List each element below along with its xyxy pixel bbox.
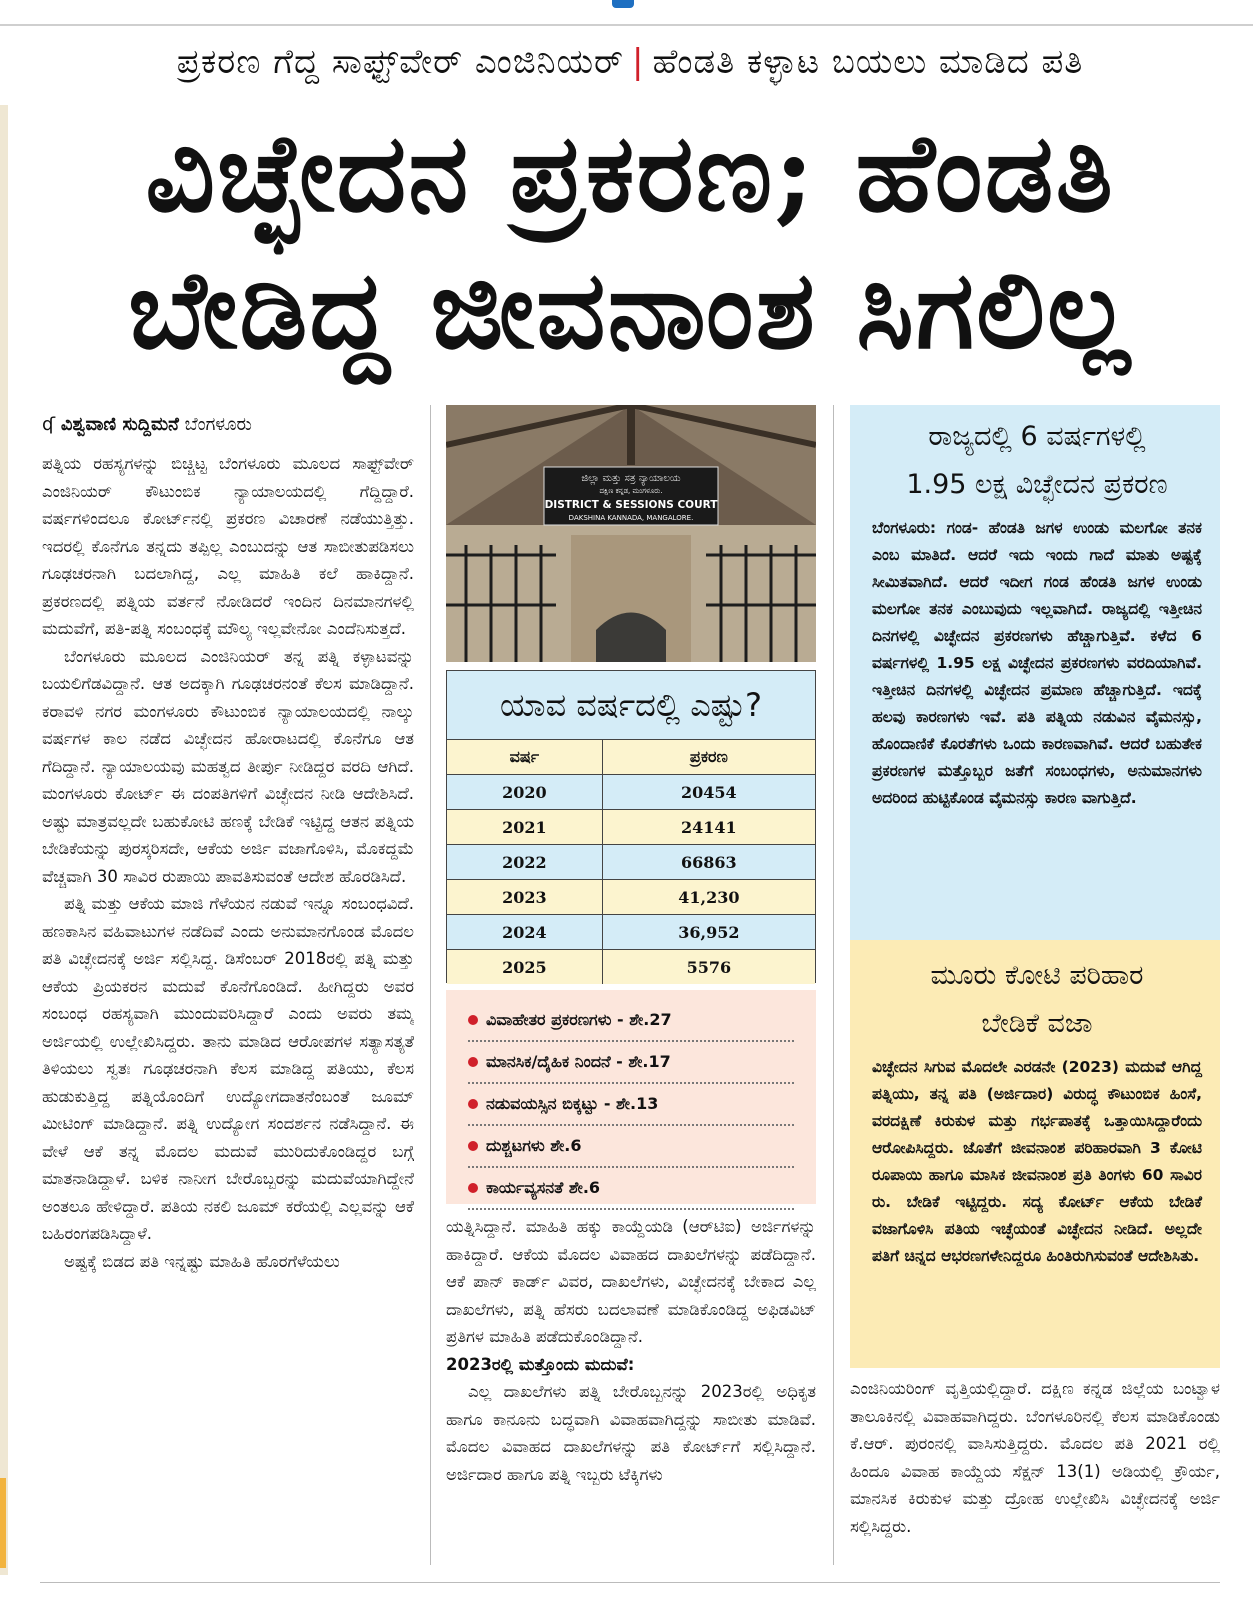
sidebar-box-body: ವಿಚ್ಛೇದನ ಸಿಗುವ ಮೊದಲೇ ಎರಡನೇ (2023) ಮದುವೆ ಆಗಿದ್ದ ಪತ್ನಿಯು, ತನ್ನ ಪತಿ (ಅರ್ಜಿದಾರ) ವಿರುದ್ಧ ಕೌಟುಂಬಿಕ ಹಿಂಸೆ, ವರದಕ್ಷಿಣೆ ಕಿರುಕುಳ ಮತ್ತು ಗರ್ಭಪಾತಕ್ಕೆ ಒತ್ತಾಯಿಸಿದ್ದಾರೆಂದು ಆರೋಪಿಸಿದ್ದರು. ಜೊತೆಗೆ ಜೀವನಾಂಶ ಪರಿಹಾರವಾಗಿ 3 ಕೋಟಿ ರೂಪಾಯಿ ಹಾಗೂ ಮಾಸಿಕ ಜೀವನಾಂಶ ಪ್ರತಿ ತಿಂಗಳು 60 ಸಾವಿರ ರು. ಬೇಡಿಕೆ ಇಟ್ಟಿದ್ದರು. ಸದ್ಯ ಕೋರ್ಟ್ ಆಕೆಯ ಬೇಡಿಕೆ ವಜಾಗೊಳಿಸಿ ಪತಿಯ ಇಚ್ಛೆಯಂತೆ ವಿಚ್ಛೇದನ ನೀಡಿದೆ. ಅಲ್ಲದೇ ಪತಿಗೆ ಚಿನ್ನದ ಆಭರಣಗಳೇನಿದ್ದರೂ ಹಿಂತಿರುಗಿಸುವಂತೆ ಆದೇಶಿಸಿತು. [872, 1058, 1202, 1265]
list-item: ನಡುವಯಸ್ಸಿನ ಬಿಕ್ಕಟ್ಟು - ಶೇ.13 [468, 1084, 794, 1126]
list-item: ಮಾನಸಿಕ/ದೈಹಿಕ ನಿಂದನೆ - ಶೇ.17 [468, 1042, 794, 1084]
list-item: ವಿವಾಹೇತರ ಪ್ರಕರಣಗಳು - ಶೇ.27 [468, 1000, 794, 1042]
article-column-middle [446, 1213, 816, 1563]
kicker-right: ಹೆಂಡತಿ ಕಳ್ಳಾಟ ಬಯಲು ಮಾಡಿದ ಪತಿ [652, 42, 1084, 82]
kicker-separator: | [632, 42, 645, 82]
court-photo [446, 405, 816, 662]
byline-place: ಬೆಂಗಳೂರು [184, 414, 252, 435]
table-header-row [447, 740, 815, 775]
article-column-right [850, 1375, 1220, 1565]
article-paragraph: ಅಷ್ಟಕ್ಕೆ ಬಿಡದ ಪತಿ ಇನ್ನಷ್ಟು ಮಾಹಿತಿ ಹೊರಗೆಳೆಯಲು [64, 1251, 340, 1271]
stats-sidebar-box [850, 405, 1220, 940]
year-cell: 2023 [447, 880, 602, 915]
article-paragraph: ಪತ್ನಿ ಮತ್ತು ಆಕೆಯ ಮಾಜಿ ಗೆಳೆಯನ ನಡುವೆ ಇನ್ನೂ ಸಂಬಂಧವಿದೆ. ಹಣಕಾಸಿನ ವಹಿವಾಟುಗಳ ನಡೆದಿವೆ ಎಂದು ಅನುಮಾನಗೊಂಡ ಮೊದಲ ಪತಿ ವಿಚ್ಛೇದನಕ್ಕೆ ಅರ್ಜಿ ಸಲ್ಲಿಸಿದ್ದ. ಡಿಸೆಂಬರ್ 2018ರಲ್ಲಿ ಪತ್ನಿ ಮತ್ತು ಆಕೆಯ ಪ್ರಿಯಕರನ ಮದುವೆ ಕೊನೆಗೊಂಡಿದೆ. ಹೀಗಿದ್ದರು ಅವರ ಸಂಬಂಧ ರಹಸ್ಯವಾಗಿ ಮುಂದುವರಿಸಿದ್ದಾರೆ ಎಂದು ಅವರು ತಮ್ಮ ಅರ್ಜಿಯಲ್ಲಿ ಉಲ್ಲೇಖಿಸಿದ್ದರು. ತಾನು ಮಾಡಿದ ಆರೋಪಗಳ ಸತ್ಯಾಸತ್ಯತೆ ತಿಳಿಯಲು ಸ್ವತಃ ಗೂಢಚರನಾಗಿ ಕೆಲಸ ಮಾಡಿದ್ದ ಪತಿಯು, ಕೆಲಸ ಹುಡುಕುತ್ತಿದ್ದ ಪತ್ನಿಯೊಂದಿಗೆ ಉದ್ಯೋಗದಾತನೆಂಬಂತೆ ಜೂಮ್ ಮೀಟಿಂಗ್ ಮಾಡಿದ್ದಾನೆ. ಪತ್ನಿ ಉದ್ಯೋಗ ಸಂದರ್ಶನ ನಡೆಸಿದ್ದಾನೆ. ಈ ವೇಳೆ ಆಕೆ ತನ್ನ ಮೊದಲ ಮದುವೆ ಮುರಿದುಕೊಂಡಿದ್ದರ ಬಗ್ಗೆ ಮಾತನಾಡಿದ್ದಾಳೆ. ಬಳಿಕ ನಾನೀಗ ಬೇರೊಬ್ಬರನ್ನು ಮದುವೆಯಾಗಿದ್ದೇನೆ ಅಂತಲೂ ಹೇಳಿದ್ದಾರೆ. ಪತಿಯ ನಕಲಿ ಜೂಮ್ ಕರೆಯಲ್ಲಿ ಎಲ್ಲವನ್ನು ಆಕೆ ಬಹಿರಂಗಪಡಿಸಿದ್ದಾಳೆ. [42, 894, 414, 1243]
list-item: ದುಶ್ಚಟಗಳು ಶೇ.6 [468, 1126, 794, 1168]
cases-cell: 24141 [602, 810, 815, 845]
cases-cell: 36,952 [602, 915, 815, 950]
year-cell: 2025 [447, 950, 602, 985]
page-edge-strip [0, 105, 8, 1575]
bottom-rule [40, 1582, 1220, 1583]
year-cell: 2021 [447, 810, 602, 845]
sign-line-1: ಜಿಲ್ಲಾ ಮತ್ತು ಸತ್ರ ನ್ಯಾಯಾಲಯ [581, 473, 681, 484]
byline [42, 414, 252, 435]
column-header-cases: ಪ್ರಕರಣ [602, 740, 815, 775]
column-rule [833, 405, 834, 1565]
article-paragraph: ಎಲ್ಲ ದಾಖಲೆಗಳು ಪತ್ನಿ ಬೇರೊಬ್ಬನನ್ನು 2023ರಲ್ಲಿ ಅಧಿಕೃತ ಹಾಗೂ ಕಾನೂನು ಬದ್ಧವಾಗಿ ವಿವಾಹವಾಗಿದ್ದನ್ನು ಸಾಬೀತು ಮಾಡಿವೆ. ಮೊದಲ ವಿವಾಹದ ದಾಖಲೆಗಳನ್ನು ಪತಿ ಕೋರ್ಟ್‌ಗೆ ಸಲ್ಲಿಸಿದ್ದಾನೆ. ಅರ್ಜಿದಾರ ಹಾಗೂ ಪತ್ನಿ ಇಬ್ಬರು ಟೆಕ್ಕಿಗಳು [446, 1382, 816, 1484]
bullet-dot-icon [468, 1183, 478, 1193]
byline-source: ವಿಶ್ವವಾಣಿ ಸುದ್ದಿಮನೆ [60, 414, 179, 435]
headline-line-2: ಬೇಡಿದ್ದ ಜೀವನಾಂಶ ಸಿಗಲಿಲ್ಲ [128, 247, 1132, 373]
table-row [447, 915, 815, 950]
year-cell: 2020 [447, 775, 602, 810]
article-column-left [42, 450, 414, 1565]
table-row [447, 845, 815, 880]
article-paragraph: ಯತ್ನಿಸಿದ್ದಾನೆ. ಮಾಹಿತಿ ಹಕ್ಕು ಕಾಯ್ದೆಯಡಿ (ಆರ್‌ಟಿಐ) ಅರ್ಜಿಗಳನ್ನು ಹಾಕಿದ್ದಾರೆ. ಆಕೆಯ ಮೊದಲ ವಿವಾಹದ ದಾಖಲೆಗಳನ್ನು ಪಡೆದಿದ್ದಾನೆ. ಆಕೆ ಪಾನ್ ಕಾರ್ಡ್ ವಿವರ, ದಾಖಲೆಗಳು, ವಿಚ್ಛೇದನಕ್ಕೆ ಬೇಕಾದ ಎಲ್ಲ ದಾಖಲೆಗಳು, ಪತ್ನಿ ಹೆಸರು ಬದಲಾವಣೆ ಮಾಡಿಕೊಂಡಿದ್ದ ಅಫಿಡವಿಟ್ ಪ್ರತಿಗಳ ಮಾಹಿತಿ ಪಡೆದುಕೊಂಡಿದ್ದಾನೆ. [446, 1217, 816, 1346]
column-header-year: ವರ್ಷ [447, 740, 602, 775]
stats-table [447, 740, 815, 984]
stats-table-title: ಯಾವ ವರ್ಷದಲ್ಲಿ ಎಷ್ಟು? [447, 671, 815, 740]
table-row [447, 880, 815, 915]
table-row [447, 810, 815, 845]
year-cell: 2024 [447, 915, 602, 950]
column-rule [430, 405, 431, 1565]
sign-line-4: DAKSHINA KANNADA, MANGALORE. [568, 514, 694, 522]
sidebar-box-body: ಬೆಂಗಳೂರು: ಗಂಡ- ಹೆಂಡತಿ ಜಗಳ ಉಂಡು ಮಲಗೋ ತನಕ ಎಂಬ ಮಾತಿದೆ. ಆದರೆ ಇದು ಇಂದು ಗಾದೆ ಮಾತು ಅಷ್ಟಕ್ಕೆ ಸೀಮಿತವಾಗಿದೆ. ಆದರೆ ಇದೀಗ ಗಂಡ ಹೆಂಡತಿ ಜಗಳ ಉಂಡು ಮಲಗೋ ತನಕ ಎಂಬುವುದು ಇಲ್ಲವಾಗಿದೆ. ರಾಜ್ಯದಲ್ಲಿ ಇತ್ತೀಚಿನ ದಿನಗಳಲ್ಲಿ ವಿಚ್ಛೇದನ ಪ್ರಕರಣಗಳು ಹೆಚ್ಚಾಗುತ್ತಿವೆ. ಕಳೆದ 6 ವರ್ಷಗಳಲ್ಲಿ 1.95 ಲಕ್ಷ ವಿಚ್ಛೇದನ ಪ್ರಕರಣಗಳು ವರದಿಯಾಗಿವೆ. ಇತ್ತೀಚಿನ ದಿನಗಳಲ್ಲಿ ವಿಚ್ಛೇದನ ಪ್ರಮಾಣ ಹೆಚ್ಚಾಗುತ್ತಿದೆ. ಇದಕ್ಕೆ ಹಲವು ಕಾರಣಗಳು ಇವೆ. ಪತಿ ಪತ್ನಿಯ ನಡುವಿನ ವೈಮನಸ್ಸು, ಹೊಂದಾಣಿಕೆ ಕೊರತೆಗಳು ಒಂದು ಕಾರಣವಾಗಿವೆ. ಆದರೆ ಬಹುತೇಕ ಪ್ರಕರಣಗಳ ಮತ್ತೊಬ್ಬರ ಜತೆಗೆ ಸಂಬಂಧಗಳು, ಅನುಮಾನಗಳು ಅದರಿಂದ ಹುಟ್ಟಿಕೊಂಡ ವೈಮನಸ್ಸು ಕಾರಣ ವಾಗುತ್ತಿದೆ. [872, 519, 1202, 807]
sign-line-3: DISTRICT & SESSIONS COURT [544, 499, 718, 511]
list-item: ಕಾರ್ಯವ್ಯಸನತೆ ಶೇ.6 [468, 1168, 794, 1210]
cases-cell: 20454 [602, 775, 815, 810]
sign-line-2: ದಕ್ಷಿಣ ಕನ್ನಡ, ಮಂಗಳೂರು. [599, 487, 663, 495]
cases-cell: 66863 [602, 845, 815, 880]
cases-cell: 41,230 [602, 880, 815, 915]
bullet-dot-icon [468, 1099, 478, 1109]
compensation-sidebar-box [850, 940, 1220, 1368]
article-paragraph: ಎಂಜಿನಿಯರಿಂಗ್ ವೃತ್ತಿಯಲ್ಲಿದ್ದಾರೆ. ದಕ್ಷಿಣ ಕನ್ನಡ ಜಿಲ್ಲೆಯ ಬಂಟ್ವಾಳ ತಾಲೂಕಿನಲ್ಲಿ ವಿವಾಹವಾಗಿದ್ದರು. ಬೆಂಗಳೂರಿನಲ್ಲಿ ಕೆಲಸ ಮಾಡಿಕೊಂಡು ಕೆ.ಆರ್. ಪುರಂನಲ್ಲಿ ವಾಸಿಸುತ್ತಿದ್ದರು. ಮೊದಲ ಪತಿ 2021 ರಲ್ಲಿ ಹಿಂದೂ ವಿವಾಹ ಕಾಯ್ದೆಯ ಸೆಕ್ಷನ್ 13(1) ಅಡಿಯಲ್ಲಿ ಕ್ರೌರ್ಯ, ಮಾನಸಿಕ ಕಿರುಕುಳ ಮತ್ತು ದ್ರೋಹ ಉಲ್ಲೇಖಿಸಿ ವಿಚ್ಛೇದನಕ್ಕೆ ಅರ್ಜಿ ಸಲ್ಲಿಸಿದ್ದರು. [850, 1379, 1220, 1536]
article-paragraph: ಬೆಂಗಳೂರು ಮೂಲದ ಎಂಜಿನಿಯರ್ ತನ್ನ ಪತ್ನಿ ಕಳ್ಳಾಟವನ್ನು ಬಯಲಿಗೆಡವಿದ್ದಾನೆ. ಆತ ಅದಕ್ಕಾಗಿ ಗೂಢಚರನಂತೆ ಕೆಲಸ ಮಾಡಿದ್ದಾನೆ. ಕರಾವಳಿ ನಗರ ಮಂಗಳೂರು ಕೌಟುಂಬಿಕ ನ್ಯಾಯಾಲಯದಲ್ಲಿ ನಾಲ್ಕು ವರ್ಷಗಳ ಕಾಲ ನಡೆದ ವಿಚ್ಛೇದನ ಹೋರಾಟದಲ್ಲಿ ಕೊನೆಗೂ ಆತ ಗೆದಿದ್ದಾನೆ. ನ್ಯಾಯಾಲಯವು ಮಹತ್ವದ ತೀರ್ಪು ನೀಡಿದ್ದರ ವರದಿ ಆಗಿದೆ. ಮಂಗಳೂರು ಕೋರ್ಟ್ ಈ ದಂಪತಿಗಳಿಗೆ ವಿಚ್ಛೇದನ ನೀಡಿ ಆದೇಶಿಸಿದೆ. ಅಷ್ಟು ಮಾತ್ರವಲ್ಲದೇ ಬಹುಕೋಟಿ ಹಣಕ್ಕೆ ಬೇಡಿಕೆ ಇಟ್ಟಿದ್ದ ಆತನ ಪತ್ನಿಯ ಬೇಡಿಕೆಯನ್ನು ಪುರಸ್ಕರಿಸದೇ, ಆಕೆಯ ಅರ್ಜಿ ವಜಾಗೊಳಿಸಿ, ಮೊಕದ್ದಮೆ ವೆಚ್ಚವಾಗಿ 30 ಸಾವಿರ ರುಪಾಯಿ ಪಾವತಿಸುವಂತೆ ಆದೇಶ ಹೊರಡಿಸಿದೆ. [42, 646, 414, 886]
causes-list [446, 990, 816, 1204]
article-paragraph: ಪತ್ನಿಯ ರಹಸ್ಯಗಳನ್ನು ಬಿಚ್ಚಿಟ್ಟ ಬೆಂಗಳೂರು ಮೂಲದ ಸಾಫ್ಟ್‌ವೇರ್ ಎಂಜಿನಿಯರ್ ಕೌಟುಂಬಿಕ ನ್ಯಾಯಾಲಯದಲ್ಲಿ ಗೆದ್ದಿದ್ದಾರೆ. ವರ್ಷಗಳಿಂದಲೂ ಕೋರ್ಟ್‌ನಲ್ಲಿ ಪ್ರಕರಣ ವಿಚಾರಣೆ ನಡೆಯುತ್ತಿತ್ತು. ಇದರಲ್ಲಿ ಕೊನೆಗೂ ತನ್ನದು ತಪ್ಪಿಲ್ಲ ಎಂಬುದನ್ನು ಆತ ಸಾಬೀತುಪಡಿಸಲು ಗೂಢಚರನಾಗಿ ಬದಲಾಗಿದ್ದ, ಎಲ್ಲ ಮಾಹಿತಿ ಕಲೆ ಹಾಕಿದ್ದಾನೆ. ಪ್ರಕರಣದಲ್ಲಿ ಪತ್ನಿಯ ವರ್ತನೆ ನೋಡಿದರೆ ಇಂದಿನ ದಿನಮಾನಗಳಲ್ಲಿ ಮದುವೆಗೆ, ಪತಿ-ಪತ್ನಿ ಸಂಬಂಧಕ್ಕೆ ಮೌಲ್ಯ ಇಲ್ಲವೇನೋ ಎಂದೆನಿಸುತ್ತದೆ. [42, 454, 414, 638]
rss-icon: ʠ [42, 414, 56, 435]
article-subheading: 2023ರಲ್ಲಿ ಮತ್ತೊಂದು ಮದುವೆ: [446, 1354, 635, 1374]
bullet-dot-icon [468, 1015, 478, 1025]
table-row [447, 950, 815, 985]
bullet-dot-icon [468, 1057, 478, 1067]
bullet-dot-icon [468, 1141, 478, 1151]
stats-table-box [446, 670, 816, 983]
cases-cell: 5576 [602, 950, 815, 985]
year-cell: 2022 [447, 845, 602, 880]
top-rule [0, 24, 1253, 26]
kicker-left: ಪ್ರಕರಣ ಗೆದ್ದ ಸಾಫ್ಟ್‌ವೇರ್ ಎಂಜಿನಿಯರ್ [176, 42, 624, 82]
masthead-logo-fragment [612, 0, 634, 8]
sidebar-box-title: ಮೂರು ಕೋಟಿ ಪರಿಹಾರ ಬೇಡಿಕೆ ವಜಾ [930, 960, 1144, 1039]
table-row [447, 775, 815, 810]
headline-line-1: ವಿಚ್ಛೇದನ ಪ್ರಕರಣ; ಹೆಂಡತಿ [145, 110, 1115, 236]
sidebar-box-title: ರಾಜ್ಯದಲ್ಲಿ 6 ವರ್ಷಗಳಲ್ಲಿ 1.95 ಲಕ್ಷ ವಿಚ್ಛೇದನ ಪ್ರಕರಣ [906, 421, 1168, 500]
court-building-image [446, 405, 816, 662]
page-edge-mark [0, 1478, 6, 1568]
kicker [40, 42, 1220, 82]
